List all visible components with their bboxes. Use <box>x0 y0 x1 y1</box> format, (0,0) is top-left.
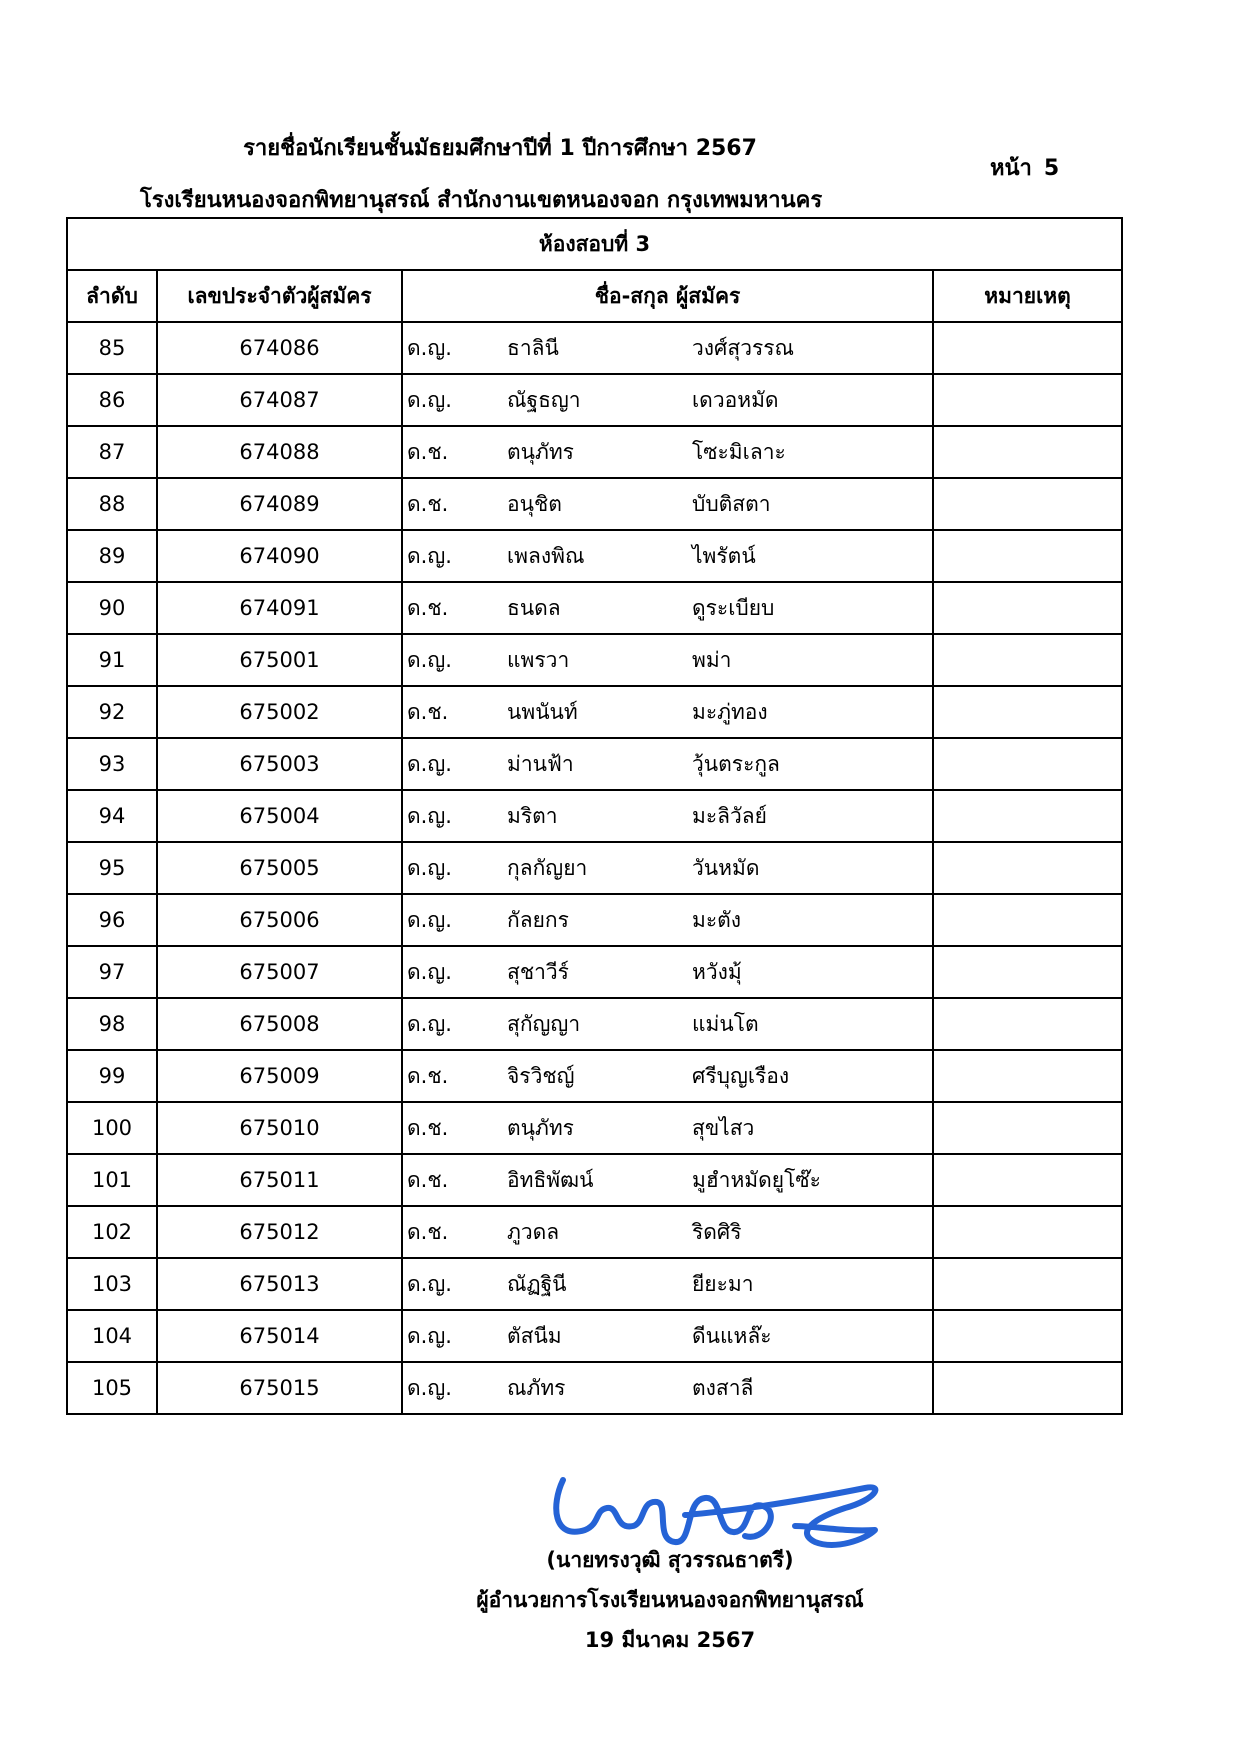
name-cell <box>402 998 933 1050</box>
order-cell: 91 <box>67 634 157 686</box>
first-name: ธนดล <box>507 595 561 620</box>
order-cell: 87 <box>67 426 157 478</box>
table-row <box>67 374 1122 426</box>
name-prefix: ด.ญ. <box>407 335 452 360</box>
applicant-id-cell: 675004 <box>157 790 402 842</box>
applicant-id-cell: 674086 <box>157 322 402 374</box>
applicant-id-cell: 675011 <box>157 1154 402 1206</box>
remark-cell <box>933 686 1122 738</box>
table-row <box>67 582 1122 634</box>
name-prefix: ด.ญ. <box>407 855 452 880</box>
table-row <box>67 322 1122 374</box>
table-row <box>67 426 1122 478</box>
name-prefix: ด.ญ. <box>407 959 452 984</box>
applicant-id-cell: 675007 <box>157 946 402 998</box>
page-number: 5 <box>1043 156 1060 181</box>
last-name: สุขไสว <box>692 1115 755 1140</box>
remark-cell <box>933 322 1122 374</box>
table-row <box>67 478 1122 530</box>
name-cell <box>402 894 933 946</box>
name-prefix: ด.ญ. <box>407 1323 452 1348</box>
table-row <box>67 1310 1122 1362</box>
applicant-id-cell: 675015 <box>157 1362 402 1414</box>
last-name: วงศ์สุวรรณ <box>692 335 795 360</box>
order-cell: 95 <box>67 842 157 894</box>
name-cell <box>402 530 933 582</box>
order-cell: 103 <box>67 1258 157 1310</box>
page-label: หน้า <box>990 156 1032 181</box>
column-header-order: ลำดับ <box>67 270 157 322</box>
applicant-id-cell: 675013 <box>157 1258 402 1310</box>
applicant-table <box>66 217 1123 1415</box>
name-cell <box>402 478 933 530</box>
applicant-id-cell: 675005 <box>157 842 402 894</box>
order-cell: 101 <box>67 1154 157 1206</box>
name-prefix: ด.ญ. <box>407 1375 452 1400</box>
column-header-remark: หมายเหตุ <box>933 270 1122 322</box>
remark-cell <box>933 374 1122 426</box>
remark-cell <box>933 998 1122 1050</box>
name-prefix: ด.ญ. <box>407 751 452 776</box>
last-name: มะภู่ทอง <box>692 699 768 724</box>
remark-cell <box>933 1206 1122 1258</box>
remark-cell <box>933 634 1122 686</box>
signature-date: 19 มีนาคม 2567 <box>584 1628 756 1652</box>
first-name: ตนุภัทร <box>507 1115 574 1140</box>
last-name: ตงสาลี <box>692 1375 754 1400</box>
first-name: สุชาวีร์ <box>507 959 569 984</box>
applicant-id-cell: 675012 <box>157 1206 402 1258</box>
last-name: มูฮำหมัดยูโซ๊ะ <box>692 1167 821 1192</box>
last-name: ไพรัตน์ <box>692 543 756 568</box>
page-indicator <box>990 150 1059 185</box>
remark-cell <box>933 478 1122 530</box>
remark-cell <box>933 582 1122 634</box>
first-name: ณภัทร <box>507 1375 566 1400</box>
last-name: ริดศิริ <box>692 1219 742 1244</box>
name-prefix: ด.ญ. <box>407 387 452 412</box>
remark-cell <box>933 842 1122 894</box>
applicant-id-cell: 674091 <box>157 582 402 634</box>
table-row <box>67 530 1122 582</box>
first-name: ธาลินี <box>507 335 559 360</box>
name-prefix: ด.ช. <box>407 1063 449 1088</box>
order-cell: 85 <box>67 322 157 374</box>
first-name: สุกัญญา <box>507 1011 581 1036</box>
last-name: ยียะมา <box>692 1271 754 1296</box>
table-row <box>67 1362 1122 1414</box>
remark-cell <box>933 790 1122 842</box>
name-cell <box>402 1258 933 1310</box>
name-prefix: ด.ช. <box>407 439 449 464</box>
remark-cell <box>933 1154 1122 1206</box>
table-row <box>67 686 1122 738</box>
applicant-id-cell: 675002 <box>157 686 402 738</box>
table-row <box>67 946 1122 998</box>
first-name: แพรวา <box>507 647 570 672</box>
remark-cell <box>933 530 1122 582</box>
remark-cell <box>933 1310 1122 1362</box>
last-name: มะตัง <box>692 907 742 932</box>
remark-cell <box>933 426 1122 478</box>
name-cell <box>402 322 933 374</box>
name-prefix: ด.ญ. <box>407 543 452 568</box>
order-cell: 93 <box>67 738 157 790</box>
first-name: อิทธิพัฒน์ <box>507 1167 594 1192</box>
last-name: ดูระเบียบ <box>692 595 775 620</box>
order-cell: 94 <box>67 790 157 842</box>
name-cell <box>402 842 933 894</box>
name-cell <box>402 686 933 738</box>
applicant-id-cell: 675014 <box>157 1310 402 1362</box>
applicant-id-cell: 675006 <box>157 894 402 946</box>
applicant-id-cell: 675008 <box>157 998 402 1050</box>
applicant-id-cell: 675010 <box>157 1102 402 1154</box>
name-cell <box>402 790 933 842</box>
last-name: ศรีบุญเรือง <box>692 1063 790 1088</box>
name-cell <box>402 738 933 790</box>
remark-cell <box>933 1362 1122 1414</box>
order-cell: 96 <box>67 894 157 946</box>
first-name: มริตา <box>507 803 558 828</box>
first-name: กัลยกร <box>507 907 569 932</box>
remark-cell <box>933 738 1122 790</box>
applicant-id-cell: 675003 <box>157 738 402 790</box>
name-prefix: ด.ญ. <box>407 907 452 932</box>
last-name: พม่า <box>692 647 732 672</box>
column-header-name: ชื่อ-สกุล ผู้สมัคร <box>402 270 933 322</box>
name-prefix: ด.ช. <box>407 595 449 620</box>
name-cell <box>402 1362 933 1414</box>
applicant-id-cell: 675001 <box>157 634 402 686</box>
table-row <box>67 998 1122 1050</box>
last-name: โซะมิเลาะ <box>692 439 786 464</box>
table-body <box>67 322 1122 1414</box>
name-cell <box>402 582 933 634</box>
applicant-id-cell: 674088 <box>157 426 402 478</box>
name-cell <box>402 1154 933 1206</box>
table-row <box>67 842 1122 894</box>
order-cell: 88 <box>67 478 157 530</box>
order-cell: 102 <box>67 1206 157 1258</box>
remark-cell <box>933 1102 1122 1154</box>
name-cell <box>402 1206 933 1258</box>
first-name: ณัฏฐินี <box>507 1271 567 1296</box>
order-cell: 90 <box>67 582 157 634</box>
name-cell <box>402 426 933 478</box>
name-prefix: ด.ช. <box>407 491 449 516</box>
name-prefix: ด.ช. <box>407 1167 449 1192</box>
last-name: วันหมัด <box>692 855 760 880</box>
table-row <box>67 894 1122 946</box>
name-cell <box>402 634 933 686</box>
name-cell <box>402 374 933 426</box>
order-cell: 105 <box>67 1362 157 1414</box>
last-name: บับติสตา <box>692 491 771 516</box>
remark-cell <box>933 946 1122 998</box>
order-cell: 99 <box>67 1050 157 1102</box>
order-cell: 89 <box>67 530 157 582</box>
signer-position: ผู้อำนวยการโรงเรียนหนองจอกพิทยานุสรณ์ <box>476 1588 864 1612</box>
school-line: โรงเรียนหนองจอกพิทยานุสรณ์ สำนักงานเขตหนองจอก กรุงเทพมหานคร <box>140 188 823 213</box>
order-cell: 86 <box>67 374 157 426</box>
name-prefix: ด.ญ. <box>407 1011 452 1036</box>
last-name: หวังมุ้ <box>692 959 742 984</box>
applicant-id-cell: 674087 <box>157 374 402 426</box>
applicant-id-cell: 675009 <box>157 1050 402 1102</box>
name-cell <box>402 1102 933 1154</box>
table-row <box>67 1258 1122 1310</box>
remark-cell <box>933 894 1122 946</box>
last-name: วุ้นตระกูล <box>692 751 780 776</box>
first-name: ตัสนีม <box>507 1323 562 1348</box>
signature-block <box>0 1540 1240 1660</box>
table-row <box>67 790 1122 842</box>
order-cell: 100 <box>67 1102 157 1154</box>
last-name: เดวอหมัด <box>692 387 779 412</box>
name-prefix: ด.ญ. <box>407 803 452 828</box>
name-cell <box>402 946 933 998</box>
exam-room-heading: ห้องสอบที่ 3 <box>67 218 1122 270</box>
column-header-applicant-id: เลขประจำตัวผู้สมัคร <box>157 270 402 322</box>
remark-cell <box>933 1258 1122 1310</box>
first-name: ณัฐธญา <box>507 387 581 412</box>
table-row <box>67 1206 1122 1258</box>
first-name: นพนันท์ <box>507 699 578 724</box>
table-row <box>67 634 1122 686</box>
last-name: มะลิวัลย์ <box>692 803 767 828</box>
first-name: ม่านฟ้า <box>507 751 574 776</box>
name-prefix: ด.ช. <box>407 699 449 724</box>
signer-name: (นายทรงวุฒิ สุวรรณธาตรี) <box>546 1548 794 1572</box>
name-prefix: ด.ญ. <box>407 1271 452 1296</box>
table-row <box>67 738 1122 790</box>
remark-cell <box>933 1050 1122 1102</box>
order-cell: 98 <box>67 998 157 1050</box>
name-cell <box>402 1310 933 1362</box>
name-cell <box>402 1050 933 1102</box>
table-row <box>67 1154 1122 1206</box>
document-title: รายชื่อนักเรียนชั้นมัธยมศึกษาปีที่ 1 ปีการศึกษา 2567 <box>243 136 757 161</box>
first-name: อนุชิต <box>507 491 562 516</box>
order-cell: 104 <box>67 1310 157 1362</box>
first-name: เพลงพิณ <box>507 543 585 568</box>
table-row <box>67 1102 1122 1154</box>
table-row <box>67 1050 1122 1102</box>
last-name: แม่นโต <box>692 1011 759 1036</box>
last-name: ดีนแหล๊ะ <box>692 1323 772 1348</box>
first-name: กุลกัญยา <box>507 855 588 880</box>
order-cell: 92 <box>67 686 157 738</box>
order-cell: 97 <box>67 946 157 998</box>
first-name: ตนุภัทร <box>507 439 574 464</box>
first-name: จิรวิชญ์ <box>507 1063 575 1088</box>
name-prefix: ด.ช. <box>407 1219 449 1244</box>
name-prefix: ด.ช. <box>407 1115 449 1140</box>
name-prefix: ด.ญ. <box>407 647 452 672</box>
applicant-id-cell: 674090 <box>157 530 402 582</box>
applicant-id-cell: 674089 <box>157 478 402 530</box>
first-name: ภูวดล <box>507 1219 560 1244</box>
